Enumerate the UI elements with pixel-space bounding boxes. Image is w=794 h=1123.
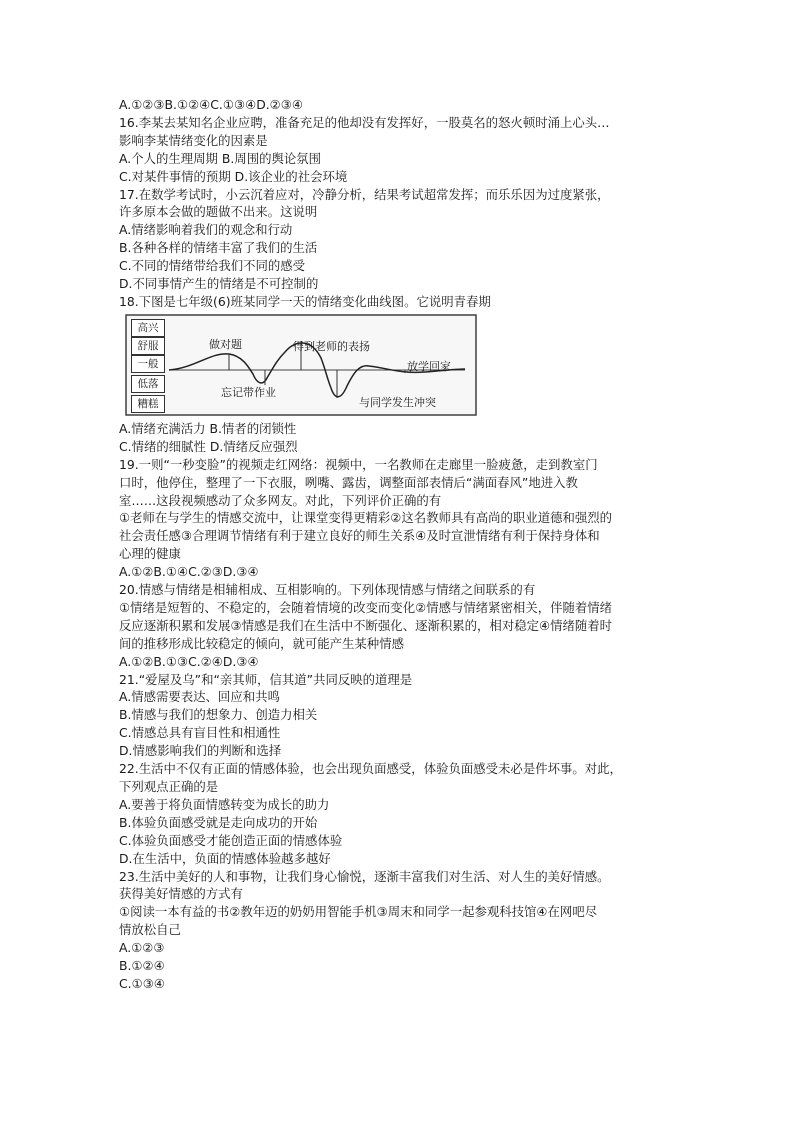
option-a: A.情感需要表达、回应和共鸣 bbox=[119, 689, 280, 705]
option-d: D.不同事情产生的情绪是不可控制的 bbox=[119, 276, 319, 292]
option-c: C.不同的情绪带给我们不同的感受 bbox=[119, 258, 306, 274]
question-stem: 间的推移形成比较稳定的倾向，就可能产生某种情感 bbox=[119, 635, 404, 651]
question-16 bbox=[119, 114, 691, 186]
question-23 bbox=[119, 868, 691, 993]
question-stem: 19.一则“一秒变脸”的视频走红网络：视频中，一名教师在走廊里一脸疲惫，走到教室门 bbox=[119, 456, 598, 472]
question-stem: 影响李某情绪变化的因素是 bbox=[119, 132, 268, 148]
option-c: C.情感总具有盲目性和相通性 bbox=[119, 725, 281, 741]
question-18 bbox=[119, 293, 691, 456]
option-line: A.①②B.①④C.②③D.③④ bbox=[119, 564, 259, 580]
question-stem: 反应逐渐积累和发展③情感是我们在生活中不断强化、逐渐积累的，相对稳定④情绪随着时 bbox=[119, 617, 613, 633]
level-normal: 一般 bbox=[131, 355, 165, 373]
question-stem: 21.“爱屋及乌”和“亲其师，信其道”共同反映的道理是 bbox=[119, 671, 413, 687]
question-15-options bbox=[119, 96, 691, 114]
question-19 bbox=[119, 456, 691, 581]
option-d: D.在生活中，负面的情感体验越多越好 bbox=[119, 850, 331, 866]
question-stem: 室……这段视频感动了众多网友。对此，下列评价正确的有 bbox=[119, 492, 442, 508]
question-stem: 17.在数学考试时，小云沉着应对，冷静分析，结果考试超常发挥；而乐乐因为过度紧张， bbox=[119, 186, 610, 202]
event-go-home: 放学回家 bbox=[407, 359, 451, 373]
option-line: A.个人的生理周期 B.周围的舆论氛围 bbox=[119, 150, 322, 166]
question-stem: 下列观点正确的是 bbox=[119, 779, 219, 794]
question-stem: 心理的健康 bbox=[119, 546, 181, 562]
question-stem: ①老师在与学生的情感交流中，让课堂变得更精彩②这名教师具有高尚的职业道德和强烈的 bbox=[119, 510, 613, 526]
question-stem: 22.生活中不仅有正面的情感体验，也会出现负面感受，体验负面感受未必是件坏事。对此， bbox=[119, 761, 622, 777]
option-c: C.体验负面感受才能创造正面的情感体验 bbox=[119, 832, 343, 848]
option-b: B.情感与我们的想象力、创造力相关 bbox=[119, 707, 318, 723]
option-a: A.①②③ bbox=[119, 940, 165, 956]
question-22 bbox=[119, 760, 691, 867]
question-stem: 社会责任感③合理调节情绪有利于建立良好的师生关系④及时宣泄情绪有利于保持身体和 bbox=[119, 528, 600, 544]
level-happy: 高兴 bbox=[131, 319, 165, 337]
option-b: B.①②④ bbox=[119, 958, 165, 974]
option-a: A.要善于将负面情感转变为成长的助力 bbox=[119, 796, 330, 812]
question-stem: 获得美好情感的方式有 bbox=[119, 886, 243, 902]
question-17 bbox=[119, 186, 691, 293]
option-line: C.对某件事情的预期 D.该企业的社会环境 bbox=[119, 168, 348, 184]
question-stem: 18.下图是七年级(6)班某同学一天的情绪变化曲线图。它说明青春期 bbox=[119, 293, 491, 309]
option-d: D.情感影响我们的判断和选择 bbox=[119, 743, 282, 759]
question-stem: 情放松自己 bbox=[119, 922, 181, 938]
question-20 bbox=[119, 581, 691, 671]
level-low: 低落 bbox=[131, 375, 165, 393]
option-c: C.①③④ bbox=[119, 975, 165, 991]
event-forgot-homework: 忘记带作业 bbox=[221, 385, 276, 399]
option-line: A.①②③B.①②④C.①③④D.②③④ bbox=[119, 97, 304, 112]
question-stem: 许多原本会做的题做不出来。这说明 bbox=[119, 204, 318, 220]
question-21 bbox=[119, 671, 691, 761]
event-conflict: 与同学发生冲突 bbox=[359, 395, 436, 409]
option-b: B.各种各样的情绪丰富了我们的生活 bbox=[119, 240, 318, 256]
option-line: A.情绪充满活力 B.情者的闭锁性 bbox=[119, 420, 297, 436]
question-stem: 23.生活中美好的人和事物，让我们身心愉悦，逐渐丰富我们对生活、对人生的美好情感。 bbox=[119, 868, 610, 884]
event-teacher-praise: 得到老师的表扬 bbox=[293, 339, 370, 353]
question-stem: 20.情感与情绪是相辅相成、互相影响的。下列体现情感与情绪之间联系的有 bbox=[119, 582, 536, 598]
option-line: A.①②B.①③C.②④D.③④ bbox=[119, 653, 259, 669]
option-a: A.情绪影响着我们的观念和行动 bbox=[119, 222, 293, 238]
question-stem: ①情绪是短暂的、不稳定的，会随着情境的改变而变化②情感与情绪紧密相关，伴随着情绪 bbox=[119, 599, 613, 615]
level-bad: 糟糕 bbox=[131, 395, 165, 413]
emotion-curve-figure bbox=[125, 314, 477, 416]
question-stem: 16.李某去某知名企业应聘，准备充足的他却没有发挥好，一股莫名的怒火顿时涌上心头… bbox=[119, 114, 610, 130]
question-stem: ①阅读一本有益的书②教年迈的奶奶用智能手机③周末和同学一起参观科技馆④在网吧尽 bbox=[119, 904, 598, 920]
exam-page bbox=[119, 96, 691, 993]
option-line: C.情绪的细腻性 D.情绪反应强烈 bbox=[119, 438, 298, 454]
level-comfortable: 舒服 bbox=[131, 337, 165, 355]
event-solved-problem: 做对题 bbox=[209, 337, 242, 351]
question-stem: 口时，他停住，整理了一下衣服，咧嘴、露齿，调整面部表情后“满面春风”地进入教 bbox=[119, 474, 578, 490]
option-b: B.体验负面感受就是走向成功的开始 bbox=[119, 814, 318, 830]
